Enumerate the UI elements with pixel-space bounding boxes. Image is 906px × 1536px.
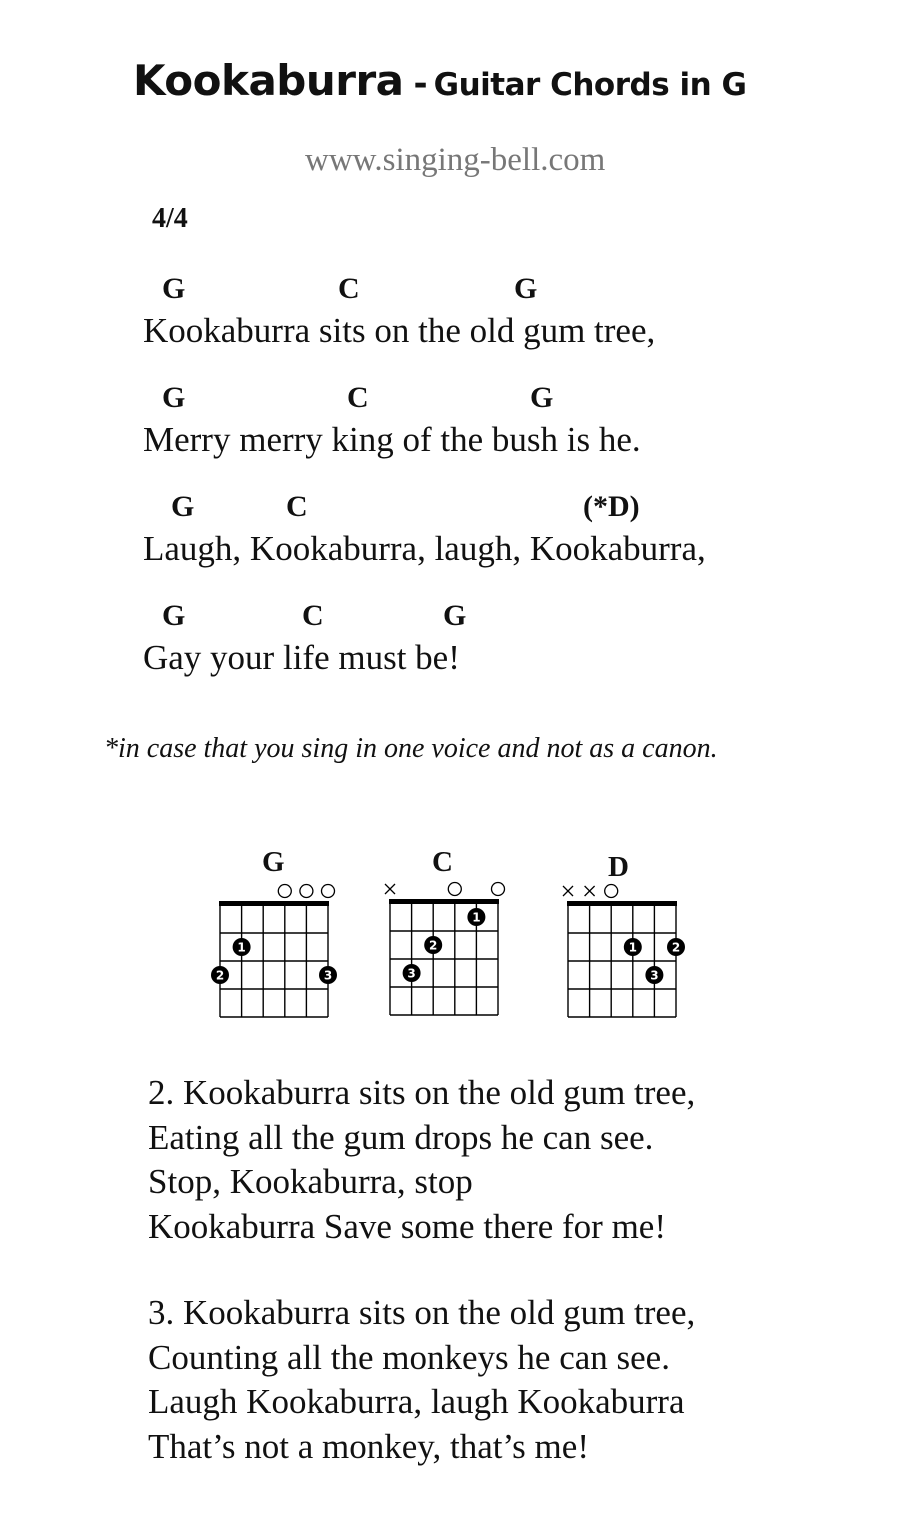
chord-label: C [338,272,360,305]
finger-number: 2 [671,940,681,955]
open-string-marker [492,883,505,896]
chord-nut [219,901,329,906]
open-string-marker [300,885,313,898]
chord-label: (*D) [583,490,640,523]
verse-line: Kookaburra Save some there for me! [148,1206,666,1246]
chord-nut [567,901,677,906]
chord-label: C [286,490,308,523]
title-separator: - [413,64,428,104]
verse-line: Stop, Kookaburra, stop [148,1162,473,1201]
finger-number: 1 [472,910,481,925]
verse-line: That’s not a monkey, that’s me! [148,1426,589,1466]
lyric-line: Merry merry king of the bush is he. [143,420,641,459]
finger-number: 1 [237,940,246,955]
website-url: www.singing-bell.com [305,142,606,178]
song-title: Kookaburra [133,56,404,105]
chord-label: G [443,599,467,632]
lyric-line: Laugh, Kookaburra, laugh, Kookaburra, [143,529,706,568]
chord-label: G [162,381,186,414]
verse-2 [148,1071,695,1249]
finger-number: 2 [429,938,438,953]
diagram-chord-name: G [262,846,285,878]
footnote: *in case that you sing in one voice and not as a canon. [104,733,718,764]
chord-label: G [162,272,186,305]
chord-label: G [171,490,195,523]
chord-label: C [302,599,324,632]
lyric-line: Kookaburra sits on the old gum tree, [143,311,656,350]
lyric-line: Gay your life must be! [143,638,460,677]
verse-3 [148,1291,695,1469]
title-subtitle: Guitar Chords in G [433,67,747,103]
diagram-chord-name: C [432,846,453,878]
finger-number: 1 [628,940,637,955]
chord-label: G [514,272,538,305]
open-string-marker [448,883,461,896]
chord-label: G [162,599,186,632]
open-string-marker [278,885,291,898]
verse-line: Eating all the gum drops he can see. [148,1117,654,1157]
verse-line: Laugh Kookaburra, laugh Kookaburra [148,1382,685,1421]
finger-number: 2 [215,968,225,983]
diagram-chord-name: D [608,851,629,883]
finger-number: 3 [650,968,659,983]
time-signature: 4/4 [152,203,188,234]
finger-number: 3 [407,966,416,981]
verse-line: 3. Kookaburra sits on the old gum tree, [148,1293,696,1332]
chord-label: G [530,381,554,414]
chord-label: C [347,381,369,414]
finger-number: 3 [323,968,333,983]
open-string-marker [605,885,618,898]
verse-line: Counting all the monkeys he can see. [148,1337,670,1377]
chord-nut [389,899,499,904]
open-string-marker [322,885,335,898]
verse-line: 2. Kookaburra sits on the old gum tree, [148,1073,696,1112]
